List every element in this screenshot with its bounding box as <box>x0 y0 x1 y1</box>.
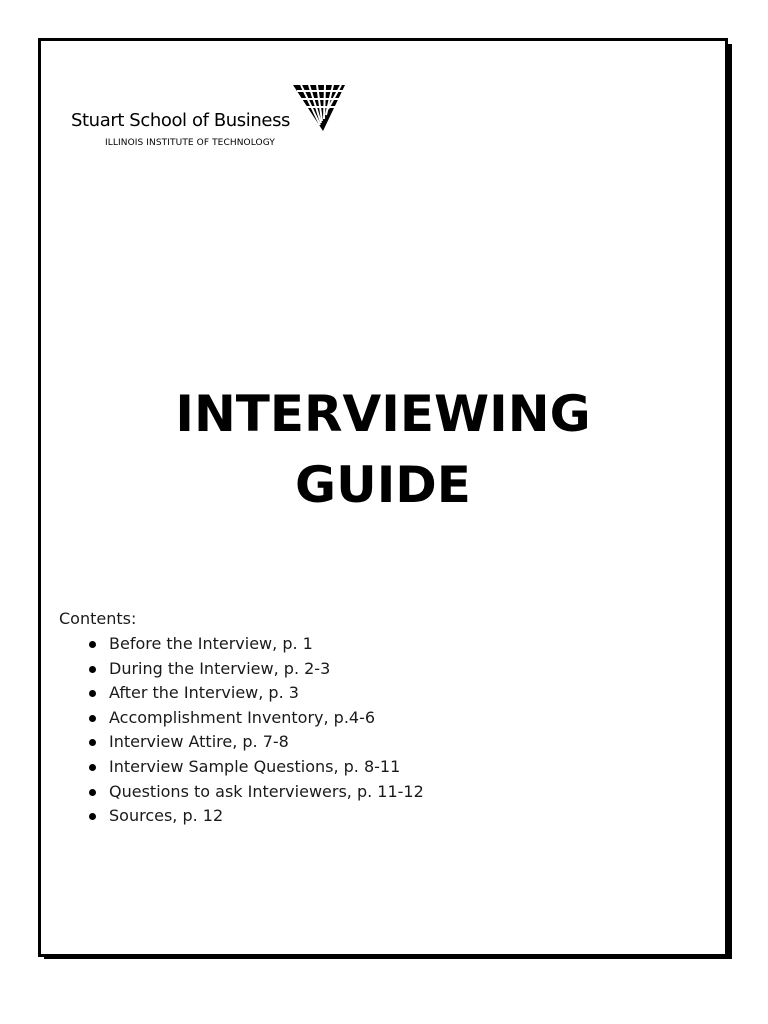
contents-list <box>59 632 424 829</box>
logo-school-name: Stuart School of Business <box>71 110 291 131</box>
contents-item-label: Sources, p. 12 <box>109 806 224 826</box>
list-item <box>89 681 424 706</box>
list-item <box>89 730 424 755</box>
title-line-2: GUIDE <box>295 456 471 514</box>
contents-item-label: Interview Sample Questions, p. 8-11 <box>109 756 401 776</box>
list-item <box>89 804 424 829</box>
contents-item-label: During the Interview, p. 2-3 <box>109 658 331 678</box>
document-page <box>38 38 728 957</box>
bullet-dot-icon <box>89 666 96 673</box>
bullet-dot-icon <box>89 813 96 820</box>
contents-item-label: Interview Attire, p. 7-8 <box>109 732 289 752</box>
list-item <box>89 632 424 657</box>
triangular-grid-logo-icon <box>293 85 345 133</box>
list-item <box>89 780 424 805</box>
list-item <box>89 706 424 731</box>
title-line-1: INTERVIEWING <box>175 385 591 443</box>
institution-logo <box>71 85 351 155</box>
bullet-dot-icon <box>89 764 96 771</box>
bullet-dot-icon <box>89 789 96 796</box>
list-item <box>89 755 424 780</box>
contents-item-label: Accomplishment Inventory, p.4-6 <box>109 707 376 727</box>
logo-institute-name: ILLINOIS INSTITUTE OF TECHNOLOGY <box>105 138 275 148</box>
bullet-dot-icon <box>89 641 96 648</box>
contents-item-label: After the Interview, p. 3 <box>109 683 299 703</box>
document-title <box>41 379 725 521</box>
contents-item-label: Before the Interview, p. 1 <box>109 634 313 653</box>
bullet-dot-icon <box>89 690 96 697</box>
table-of-contents <box>59 607 424 829</box>
contents-item-label: Questions to ask Interviewers, p. 11-12 <box>109 781 424 801</box>
contents-heading: Contents: <box>59 609 137 628</box>
list-item <box>89 657 424 682</box>
bullet-dot-icon <box>89 715 96 722</box>
bullet-dot-icon <box>89 739 96 746</box>
